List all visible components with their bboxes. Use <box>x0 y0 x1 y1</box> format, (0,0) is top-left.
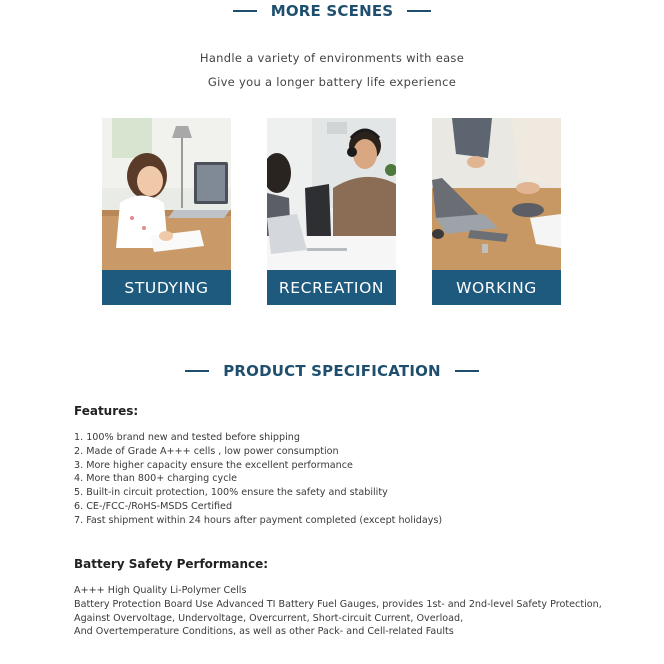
scenes-subtitle-line2: Give you a longer battery life experience <box>207 75 457 89</box>
feature-item: 7. Fast shipment within 24 hours after payment completed (except holidays) <box>74 514 443 526</box>
heading-rule-left <box>233 10 257 12</box>
feature-item: 6. CE-/FCC-/RoHS-MSDS Certified <box>74 500 233 512</box>
studying-photo <box>102 118 231 270</box>
heading-rule-right <box>407 10 431 12</box>
scene-card-studying <box>102 118 231 305</box>
scene-label-recreation: RECREATION <box>267 270 396 305</box>
scene-label-working: WORKING <box>432 270 561 305</box>
scene-card-working <box>432 118 561 305</box>
scene-label-studying: STUDYING <box>102 270 231 305</box>
features-heading: Features: <box>74 404 139 418</box>
product-spec-title: PRODUCT SPECIFICATION <box>223 362 441 380</box>
feature-item: 3. More higher capacity ensure the excellent performance <box>74 459 353 471</box>
feature-item: 2. Made of Grade A+++ cells , low power consumption <box>74 445 339 457</box>
more-scenes-title: MORE SCENES <box>270 2 394 20</box>
safety-line: Battery Protection Board Use Advanced TI Battery Fuel Gauges, provides 1st- and 2nd-level Safety Protection, <box>74 598 602 610</box>
heading-rule-left <box>185 370 209 372</box>
features-list <box>74 431 442 528</box>
working-photo <box>432 118 561 270</box>
feature-item: 1. 100% brand new and tested before shipping <box>74 432 300 443</box>
safety-list <box>74 584 602 639</box>
feature-item: 4. More than 800+ charging cycle <box>74 473 238 485</box>
heading-rule-right <box>455 370 479 372</box>
safety-line: A+++ High Quality Li-Polymer Cells <box>74 585 247 596</box>
scene-card-recreation <box>267 118 396 305</box>
recreation-photo <box>267 118 396 270</box>
safety-line: And Overtemperature Conditions, as well as other Pack- and Cell-related Faults <box>74 626 454 638</box>
more-scenes-heading <box>0 2 664 20</box>
safety-heading: Battery Safety Performance: <box>74 557 269 571</box>
feature-item: 5. Built-in circuit protection, 100% ensure the safety and stability <box>74 487 388 499</box>
product-spec-heading <box>0 362 664 380</box>
scenes-subtitle-line1: Handle a variety of environments with ease <box>199 51 465 65</box>
safety-line: Against Overvoltage, Undervoltage, Overcurrent, Short-circuit Current, Overload, <box>74 612 464 624</box>
